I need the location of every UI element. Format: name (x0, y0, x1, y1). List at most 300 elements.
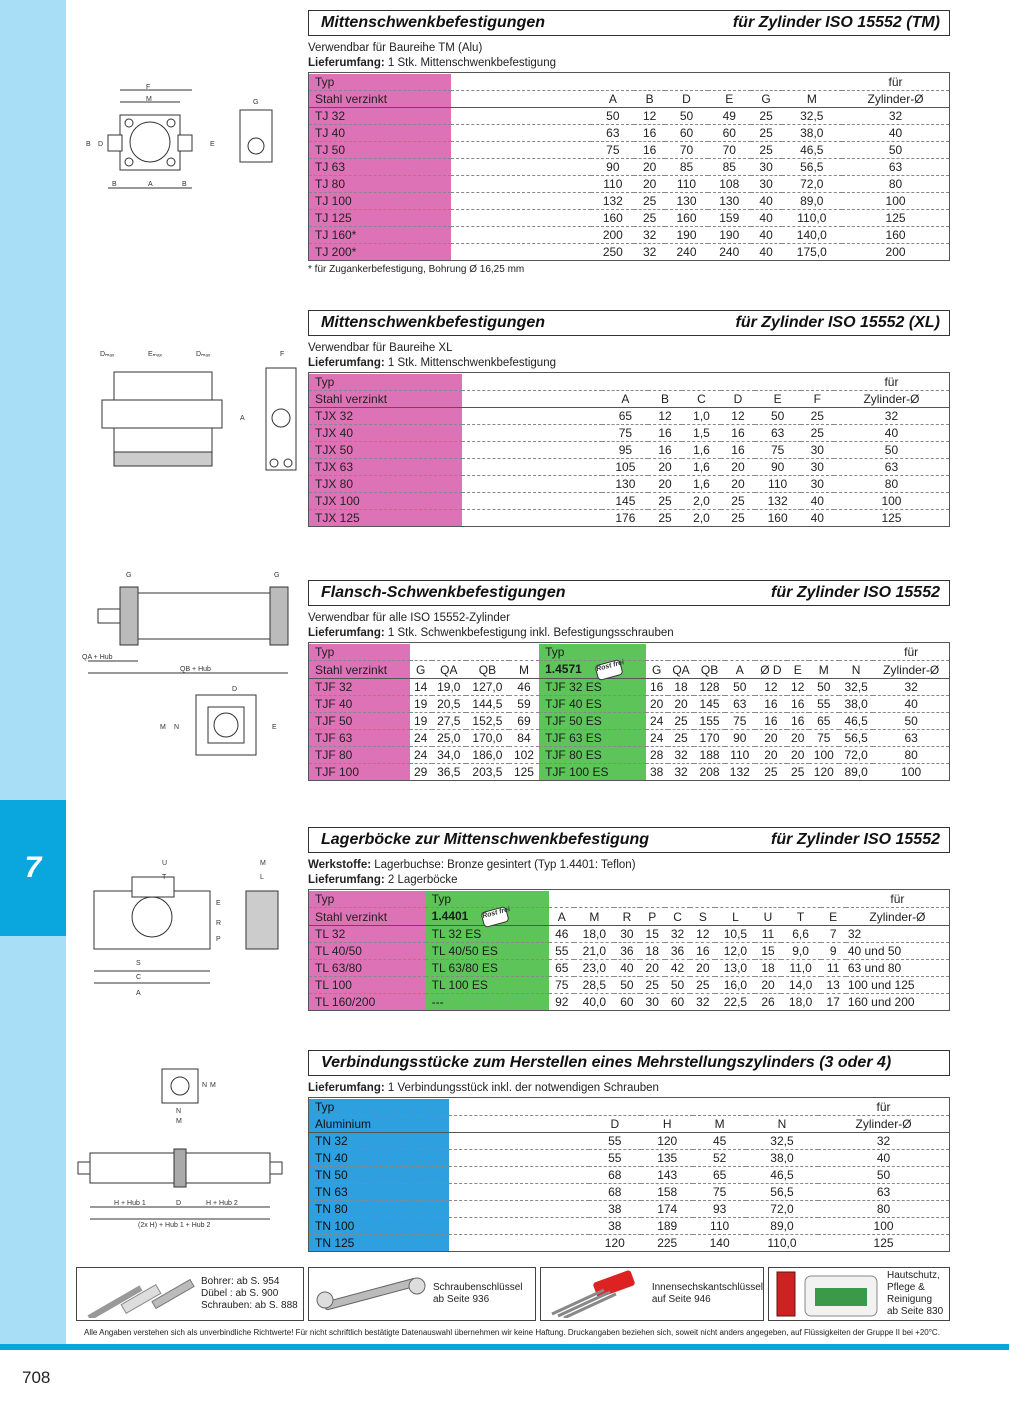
spacer (462, 391, 602, 408)
table-cell: 50 (809, 678, 839, 695)
table-cell: 40 (614, 959, 639, 976)
table-row (309, 425, 949, 442)
promo-text: Schraubenschlüssel (433, 1282, 523, 1293)
table-cell: 12 (690, 925, 715, 942)
table-cell: 38 (589, 1218, 641, 1235)
spacer (449, 1184, 589, 1201)
delivery-label: Lieferumfang: (308, 57, 385, 69)
delivery-label: Lieferumfang: (308, 357, 385, 369)
section-title: Lagerböcke zur Mittenschwenkbefestigung (321, 831, 650, 848)
table-cell: TJF 80 ES (539, 746, 646, 763)
table-row (309, 729, 949, 746)
table-cell: 110 (755, 476, 801, 493)
table-cell: 108 (708, 176, 751, 193)
header-stainless: 1.4401 Rost frei (426, 908, 549, 926)
table-cell: 186,0 (466, 746, 509, 763)
table-cell: 9 (821, 942, 846, 959)
table-cell: 174 (641, 1201, 693, 1218)
table-cell: 100 (818, 1218, 949, 1235)
table-cell: 60 (708, 125, 751, 142)
table-cell: 160 (767, 511, 788, 525)
table-cell: 40 (834, 425, 949, 442)
table-cell: TJX 32 (309, 408, 462, 425)
table-cell: 27,5 (432, 712, 466, 729)
table-cell: 32 (846, 925, 949, 942)
table-cell: 69 (509, 712, 539, 729)
drill-dowel-screw-icon (79, 1269, 199, 1319)
table-cell: 19 (410, 695, 432, 712)
rostfrei-badge: Rost frei (481, 906, 510, 928)
table-cell: 24 (646, 729, 668, 746)
bottom-rule (0, 1344, 1009, 1350)
table-cell: 50 (665, 976, 690, 993)
table-cell: 22,5 (723, 994, 748, 1009)
table-cell: 56,5 (782, 159, 843, 176)
table-cell: 36 (665, 942, 690, 959)
table-cell: TL 40/50 (309, 942, 426, 959)
table-cell: 24 (646, 712, 668, 729)
table-cell: TN 100 (309, 1218, 449, 1235)
section-info (308, 341, 950, 371)
table-cell: 6,6 (781, 925, 821, 942)
section-header (308, 310, 950, 336)
table-cell: 1,5 (682, 425, 722, 442)
table-cell: 100 (834, 493, 949, 510)
promo-text: Bohrer: ab S. 954 (201, 1276, 280, 1287)
table-cell: TL 100 (309, 976, 426, 993)
table-cell: 21,0 (574, 942, 614, 959)
table-cell: 25 (668, 712, 695, 729)
table-cell: 40 (801, 493, 834, 510)
table-cell: 14 (410, 678, 432, 695)
table-cell: TJF 32 ES (539, 678, 646, 695)
column-header: E (787, 661, 809, 679)
table-row (309, 442, 949, 459)
table-cell: 26 (761, 994, 775, 1009)
spacer (449, 1235, 589, 1252)
header-typ-stainless: Typ (539, 644, 646, 661)
table-cell: 34,0 (432, 746, 466, 763)
section-title: Mittenschwenkbefestigungen (321, 14, 546, 31)
spacer (462, 425, 602, 442)
table-cell: TJF 40 (309, 695, 410, 712)
column-header: M (809, 661, 839, 679)
table-cell: 46,5 (746, 1167, 818, 1184)
column-header: G (410, 661, 432, 679)
spacer (451, 159, 591, 176)
dim-label: Dₘₐₓ (100, 351, 115, 358)
table-cell: 38 (649, 764, 664, 779)
spec-table (309, 891, 949, 1010)
table-cell: 160 (665, 210, 708, 227)
table-cell: TJF 63 (309, 729, 410, 746)
table-row (309, 210, 949, 227)
table-cell: 20 (648, 476, 681, 493)
promo-text: Dübel : ab S. 900 (201, 1288, 279, 1299)
column-header: A (725, 661, 755, 679)
table-cell: 20 (755, 729, 787, 746)
footnote: * für Zugankerbefestigung, Bohrung Ø 16,25 mm (308, 264, 525, 275)
table-cell: 45 (693, 1133, 745, 1150)
table-cell: 30 (614, 925, 639, 942)
header-typ: Typ (309, 74, 451, 91)
table-cell: 12 (634, 108, 665, 125)
table-cell: 25 (731, 511, 745, 525)
table-cell: 20 (634, 159, 665, 176)
spacer (449, 1116, 589, 1133)
column-header: A (549, 908, 574, 926)
table-row (309, 942, 949, 959)
table-cell: 42 (665, 959, 690, 976)
table-cell: 16 (787, 712, 809, 729)
promo-hex-keys[interactable] (540, 1267, 764, 1321)
table-row (309, 1184, 949, 1201)
spec-table (309, 1099, 949, 1251)
dim-label: B (112, 181, 117, 188)
table-cell: 18 (668, 678, 695, 695)
delivery-label: Lieferumfang: (308, 874, 385, 886)
section-header (308, 1050, 950, 1076)
table-cell: 25 (751, 142, 782, 159)
section-header (308, 580, 950, 606)
table-cell: 143 (641, 1167, 693, 1184)
header-typ: Typ (309, 891, 426, 908)
header-material: Stahl verzinkt (309, 661, 410, 679)
section-subtitle: für Zylinder ISO 15552 (TM) (732, 14, 940, 31)
table-cell: 25 (751, 108, 782, 125)
table-row (309, 976, 949, 993)
spacer (462, 476, 602, 493)
table-cell: 40,0 (582, 994, 607, 1009)
table-cell: 120 (604, 1236, 625, 1250)
table-cell: TJF 80 (309, 746, 410, 763)
column-header: E (708, 91, 751, 108)
table-cell: 25 (690, 976, 715, 993)
table-row (309, 142, 949, 159)
column-header: T (781, 908, 821, 926)
table-cell: 60 (670, 994, 685, 1009)
table-cell: 25 (658, 511, 672, 525)
table-cell: 40 und 50 (846, 942, 949, 959)
table-cell: 160 (842, 227, 949, 244)
dim-label: Dₘₐₓ (196, 351, 211, 358)
section-subtitle: für Zylinder ISO 15552 (771, 831, 940, 848)
table-cell: 1,6 (682, 476, 722, 493)
dim-label: M (160, 724, 166, 731)
table-cell: 20 (690, 959, 715, 976)
table-cell: 208 (699, 764, 720, 779)
table-cell: 16 (634, 142, 665, 159)
table-cell: TL 32 ES (426, 925, 549, 942)
table-cell: 50 (842, 142, 949, 159)
table-cell: 125 (881, 511, 902, 525)
table-cell: 40 (751, 193, 782, 210)
table-cell: 16 (690, 942, 715, 959)
table-cell: 63 (873, 729, 949, 746)
skin-care-products-icon (771, 1269, 885, 1319)
header-material: Aluminium (309, 1116, 449, 1133)
table-cell: 12 (755, 678, 787, 695)
table-row (309, 925, 949, 942)
usage-note: Verwendbar für alle ISO 15552-Zylinder (308, 612, 510, 624)
wrench-icon (311, 1269, 431, 1319)
dim-label: E (272, 724, 277, 731)
table-cell: 63 (834, 459, 949, 476)
table-cell: 30 (751, 176, 782, 193)
table-cell: TL 40/50 ES (426, 942, 549, 959)
column-header: Zylinder-Ø (873, 661, 949, 679)
table-cell: 46,5 (839, 712, 873, 729)
spacer (451, 91, 591, 108)
column-header: Zylinder-Ø (842, 91, 949, 108)
promo-drills[interactable] (76, 1267, 304, 1321)
table-row (309, 476, 949, 493)
table-cell: 55 (589, 1133, 641, 1150)
table-cell: 75 (809, 729, 839, 746)
dim-label: Eₘₐₓ (148, 351, 162, 358)
spacer (462, 408, 602, 425)
dim-label: N (174, 724, 180, 731)
table-cell: 32 (642, 245, 657, 259)
table-cell: 32,5 (839, 678, 873, 695)
table-cell: 160 (591, 210, 634, 227)
table-cell: 63 (818, 1184, 949, 1201)
table-cell: 75 (602, 425, 648, 442)
table-cell: 170,0 (466, 729, 509, 746)
dim-label: D (176, 1200, 182, 1207)
table-cell: 12 (648, 408, 681, 425)
table-cell: TL 63/80 (309, 959, 426, 976)
table-cell: 18 (755, 959, 780, 976)
table-cell: 89,0 (844, 764, 868, 779)
promo-wrenches[interactable] (308, 1267, 536, 1321)
table-cell: 9,0 (781, 942, 821, 959)
column-header: G (751, 91, 782, 108)
table-cell: TJF 50 ES (539, 712, 646, 729)
table-cell: 176 (615, 511, 636, 525)
spacer (451, 142, 591, 159)
column-header: C (682, 391, 722, 408)
table-row (309, 695, 949, 712)
table-cell: TJ 160* (309, 227, 451, 244)
table-cell: 152,5 (466, 712, 509, 729)
table-cell: TJF 32 (309, 678, 410, 695)
promo-text: auf Seite 946 (651, 1294, 711, 1305)
table-cell: 160 und 200 (847, 994, 915, 1009)
section-info (308, 858, 950, 888)
dim-label: M (260, 860, 266, 867)
dim-label: N (176, 1108, 182, 1115)
table-cell: 20 (648, 459, 681, 476)
table-cell: 16 (787, 695, 809, 712)
table-cell: 85 (708, 159, 751, 176)
table-cell: 40 (751, 227, 782, 244)
drawing-connectors (76, 1065, 286, 1235)
dim-label: M (146, 96, 152, 103)
table-cell: 32 (668, 746, 695, 763)
delivery-label: Lieferumfang: (308, 1082, 385, 1094)
header-fuer: für (846, 891, 949, 908)
table-cell: 20 (721, 476, 754, 493)
column-header: Ø D (755, 661, 787, 679)
section-title: Verbindungsstücke zum Herstellen eines Mehrstellungszylinders (3 oder 4) (321, 1054, 892, 1071)
table-cell: 30 (645, 994, 659, 1009)
table-cell: 70 (708, 142, 751, 159)
table-cell: 50 (818, 1167, 949, 1184)
table-cell: 65 (693, 1167, 745, 1184)
table-cell: 20 (634, 176, 665, 193)
table-cell: 70 (665, 142, 708, 159)
dim-label: A (148, 181, 153, 188)
table-cell: 20 (646, 695, 668, 712)
table-row (309, 244, 949, 261)
table-cell: 1,0 (682, 408, 722, 425)
dim-label: A (240, 415, 245, 422)
table-cell: 24 (410, 729, 432, 746)
column-header: M (574, 908, 614, 926)
dim-label: B (182, 181, 187, 188)
table-cell: 24 (410, 746, 432, 763)
table-cell: 84 (509, 729, 539, 746)
dim-label: U (162, 860, 168, 867)
table-cell: TL 100 ES (426, 976, 549, 993)
table-cell: 90 (755, 459, 801, 476)
table-cell: 20,5 (432, 695, 466, 712)
disclaimer: Alle Angaben verstehen sich als unverbindliche Richtwerte! Für nicht schriftlich bestätigte Datenauswahl übernehmen wir keine Haftung. Druckangaben beziehen sich, soweit nicht anders angegeben, auf Flüssigkeiten der Gruppe II bei +20°C. (84, 1328, 940, 1337)
spec-table (309, 644, 949, 780)
table-cell: 20 (640, 959, 665, 976)
table-cell: 175,0 (796, 245, 827, 259)
table-cell: 130 (602, 476, 648, 493)
table-cell: 25 (634, 210, 665, 227)
column-header: R (614, 908, 639, 926)
delivery-text: 2 Lagerböcke (387, 874, 458, 886)
table-cell: 110 (725, 746, 755, 763)
column-header: L (715, 908, 755, 926)
column-header: QA (432, 661, 466, 679)
table-cell: 38,0 (782, 125, 843, 142)
table-cell: 20 (721, 459, 754, 476)
table-row (309, 712, 949, 729)
dim-label: D (98, 141, 104, 148)
table-cell: 56,5 (746, 1184, 818, 1201)
table-cell: 100 und 125 (846, 976, 949, 993)
table-cell: 135 (641, 1150, 693, 1167)
promo-skin-care[interactable] (768, 1267, 950, 1321)
column-header: D (589, 1116, 641, 1133)
table-cell: 55 (809, 695, 839, 712)
dim-label: F (280, 351, 285, 358)
table-cell: 50 (591, 108, 634, 125)
table-cell: 50 (873, 712, 949, 729)
table-cell: 55 (549, 942, 574, 959)
table-cell: TJ 125 (309, 210, 451, 227)
table-cell: 28,5 (574, 976, 614, 993)
column-header: M (782, 91, 843, 108)
table-cell: 32 (665, 925, 690, 942)
spacer (451, 244, 591, 261)
spacer (449, 1218, 589, 1235)
table-cell: 40 (818, 1150, 949, 1167)
table-cell: 16 (721, 442, 754, 459)
table-cell: 25,0 (432, 729, 466, 746)
dim-label: H + Hub 1 (114, 1200, 146, 1207)
column-header: D (665, 91, 708, 108)
table-row (309, 493, 949, 510)
column-header: QB (694, 661, 724, 679)
table-cell: 188 (694, 746, 724, 763)
section-xl-mounting (308, 310, 950, 527)
table-row (309, 510, 949, 527)
table-cell: 145 (602, 493, 648, 510)
table-cell: 85 (665, 159, 708, 176)
table-row (309, 993, 949, 1010)
table-cell: 25 (648, 493, 681, 510)
table-cell: 100 (901, 764, 922, 779)
table-cell: 20 (755, 746, 787, 763)
table-cell: 65 (602, 408, 648, 425)
table-cell: 59 (509, 695, 539, 712)
column-header: B (648, 391, 681, 408)
table-cell: 19,0 (432, 678, 466, 695)
delivery-text: 1 Stk. Mittenschwenkbefestigung (387, 357, 556, 369)
table-cell: 15 (755, 942, 780, 959)
column-header: F (801, 391, 834, 408)
column-header: D (721, 391, 754, 408)
dim-label: E (216, 900, 221, 907)
table-cell: 10,5 (715, 925, 755, 942)
table-cell: 16 (646, 678, 668, 695)
spacer (451, 227, 591, 244)
table-cell: 102 (509, 746, 539, 763)
chapter-tab[interactable]: 7 (0, 800, 66, 936)
table-cell: 250 (602, 245, 623, 259)
table-cell: 32 (834, 408, 949, 425)
delivery-label: Lieferumfang: (308, 627, 385, 639)
table-cell: 18 (640, 942, 665, 959)
spacer (462, 459, 602, 476)
table-cell: 110 (591, 176, 634, 193)
table-cell: 25 (801, 425, 834, 442)
section-subtitle: für Zylinder ISO 15552 (XL) (735, 314, 940, 331)
table-row (309, 1150, 949, 1167)
dim-label: P (216, 936, 221, 943)
table-cell: TJX 40 (309, 425, 462, 442)
table-cell: 75 (549, 976, 574, 993)
drawing-tm-mounting (78, 80, 288, 200)
table-cell: 30 (801, 459, 834, 476)
table-cell: 50 (834, 442, 949, 459)
table-cell: 13 (821, 976, 846, 993)
table-row (309, 108, 949, 125)
section-header (308, 827, 950, 853)
table-cell: 125 (842, 210, 949, 227)
table-cell: 203,5 (472, 764, 503, 779)
table-cell: 72,0 (782, 176, 843, 193)
dim-label: M (176, 1118, 182, 1125)
column-header: N (839, 661, 873, 679)
header-material: Stahl verzinkt (309, 908, 426, 926)
section-flange-mounting (308, 580, 950, 781)
table-cell: 125 (873, 1236, 894, 1250)
table-cell: 40 (842, 125, 949, 142)
table-cell: 38 (589, 1201, 641, 1218)
spacer (462, 493, 602, 510)
column-header: C (665, 908, 690, 926)
table-cell: TJX 80 (309, 476, 462, 493)
table-cell: 200 (885, 245, 906, 259)
material-text: Lagerbuchse: Bronze gesintert (Typ 1.4401: Teflon) (374, 859, 636, 871)
